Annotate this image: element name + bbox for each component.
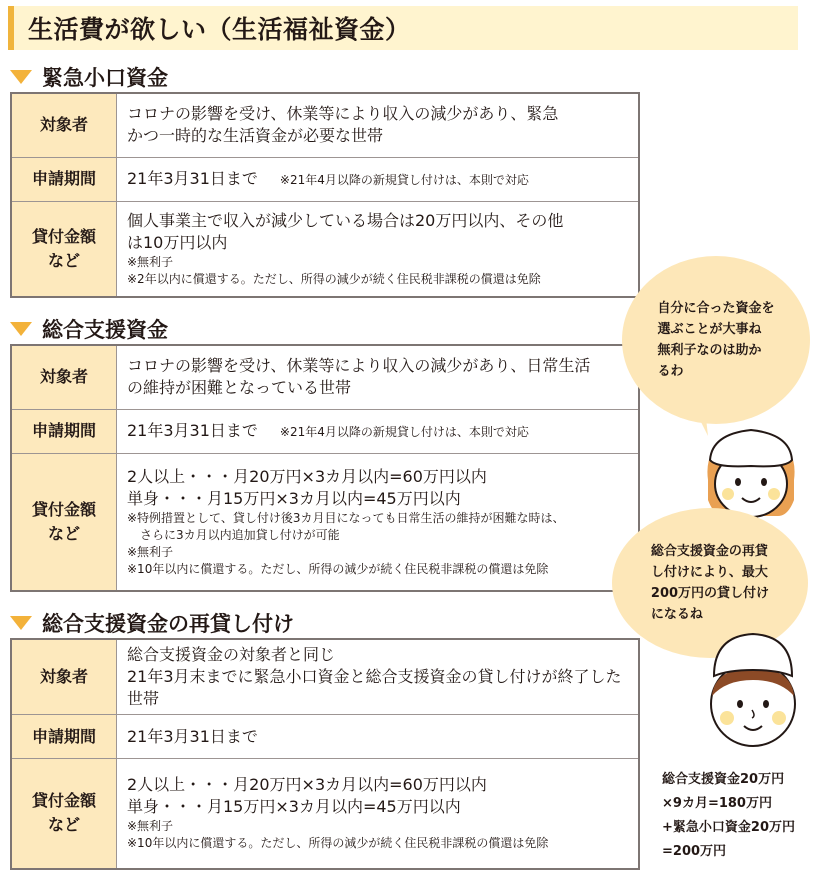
target-label: 対象者 — [11, 345, 117, 409]
bubble-line: るわ — [657, 364, 684, 379]
period-text: 21年3月31日まで — [127, 726, 258, 746]
period-label: 申請期間 — [11, 409, 117, 453]
bubble-line: になるね — [650, 607, 703, 622]
bubble-line: 選ぶことが大事ね — [657, 322, 762, 337]
triangle-marker-icon — [10, 616, 32, 630]
section-heading-text: 緊急小口資金 — [42, 66, 168, 90]
period-label: 申請期間 — [11, 157, 117, 201]
table-row — [11, 453, 639, 591]
target-value — [117, 345, 640, 409]
triangle-marker-icon — [10, 322, 32, 336]
period-value — [117, 409, 640, 453]
text-line: の維持が困難となっている世帯 — [127, 378, 352, 398]
note-line: ※無利子 — [127, 819, 174, 834]
bubble-line: 総合支援資金の再貸 — [650, 544, 768, 559]
text-line: 21年3月末までに緊急小口資金と総合支援資金の貸し付けが終了した世帯 — [127, 667, 622, 708]
section-heading-support — [10, 314, 168, 344]
period-value — [117, 157, 640, 201]
section-heading-emergency — [10, 62, 168, 92]
text-line: 単身・・・月15万円×3カ月以内=45万円以内 — [127, 797, 461, 817]
section-heading-reloan — [10, 608, 294, 638]
bubble-line: 自分に合った資金を — [657, 301, 775, 316]
note-line: ※特例措置として、貸し付け後3カ月目になっても日常生活の維持が困難な時は、 — [127, 510, 565, 525]
triangle-marker-icon — [10, 70, 32, 84]
note-line: ※2年以内に償還する。ただし、所得の減少が続く住民税非課税の償還は免除 — [127, 271, 541, 286]
amount-label-line: 貸付金額 — [31, 791, 96, 811]
calc-line: +緊急小口資金20万円 — [662, 820, 795, 835]
bubble-line: 無利子なのは助か — [657, 343, 762, 358]
emergency-fund-table — [10, 92, 640, 298]
table-row — [11, 157, 639, 201]
table-row — [11, 345, 639, 409]
period-value — [117, 715, 640, 759]
table-row — [11, 201, 639, 297]
amount-label-line: 貸付金額 — [31, 226, 96, 246]
amount-label — [11, 201, 117, 297]
period-text: 21年3月31日まで — [127, 420, 258, 440]
speech-bubble-woman — [622, 256, 810, 424]
amount-label-line: など — [47, 250, 80, 270]
target-label: 対象者 — [11, 93, 117, 157]
table-row — [11, 93, 639, 157]
amount-label-line: 貸付金額 — [31, 499, 96, 519]
calculation-note — [662, 768, 812, 864]
reloan-table — [10, 638, 640, 870]
page-title-text: 生活費が欲しい（生活福祉資金） — [28, 15, 411, 44]
text-line: かつ一時的な生活資金が必要な世帯 — [127, 126, 384, 146]
table-row — [11, 639, 639, 715]
period-label: 申請期間 — [11, 715, 117, 759]
calc-line: =200万円 — [662, 844, 727, 859]
support-fund-table — [10, 344, 640, 592]
calc-line: 総合支援資金20万円 — [662, 772, 785, 787]
text-line: は10万円以内 — [127, 232, 228, 252]
text-line: 総合支援資金の対象者と同じ — [127, 645, 336, 664]
period-text: 21年3月31日まで — [127, 168, 258, 188]
bubble-line: し付けにより、最大 — [650, 565, 768, 580]
text-line: 単身・・・月15万円×3カ月以内=45万円以内 — [127, 488, 461, 508]
amount-value — [117, 201, 640, 297]
period-note: ※21年4月以降の新規貸し付けは、本則で対応 — [279, 424, 529, 439]
amount-label-line: など — [47, 815, 80, 835]
amount-label-line: など — [47, 523, 80, 543]
text-line: 2人以上・・・月20万円×3カ月以内=60万円以内 — [127, 775, 487, 795]
target-label: 対象者 — [11, 639, 117, 715]
amount-label — [11, 759, 117, 869]
table-row — [11, 409, 639, 453]
note-line: ※10年以内に償還する。ただし、所得の減少が続く住民税非課税の償還は免除 — [127, 836, 549, 851]
period-note: ※21年4月以降の新規貸し付けは、本則で対応 — [279, 172, 529, 187]
page-title — [8, 6, 798, 50]
calc-line: ×9カ月=180万円 — [662, 796, 772, 811]
amount-value — [117, 759, 640, 869]
text-line: 2人以上・・・月20万円×3カ月以内=60万円以内 — [127, 466, 487, 486]
table-row — [11, 715, 639, 759]
note-line: さらに3カ月以内追加貸し付けが可能 — [140, 527, 340, 542]
note-line: ※無利子 — [127, 254, 174, 269]
target-value — [117, 639, 640, 715]
note-line: ※10年以内に償還する。ただし、所得の減少が続く住民税非課税の償還は免除 — [127, 561, 549, 576]
amount-value — [117, 453, 640, 591]
section-heading-text: 総合支援資金の再貸し付け — [42, 612, 294, 636]
section-heading-text: 総合支援資金 — [42, 318, 168, 342]
amount-label — [11, 453, 117, 591]
target-value — [117, 93, 640, 157]
table-row — [11, 759, 639, 869]
note-line: ※無利子 — [127, 544, 174, 559]
man-face-icon — [700, 626, 806, 752]
text-line: 個人事業主で収入が減少している場合は20万円以内、その他 — [127, 210, 564, 230]
bubble-line: 200万円の貸し付け — [650, 586, 770, 601]
text-line: コロナの影響を受け、休業等により収入の減少があり、緊急 — [127, 104, 559, 124]
text-line: コロナの影響を受け、休業等により収入の減少があり、日常生活 — [127, 356, 591, 376]
